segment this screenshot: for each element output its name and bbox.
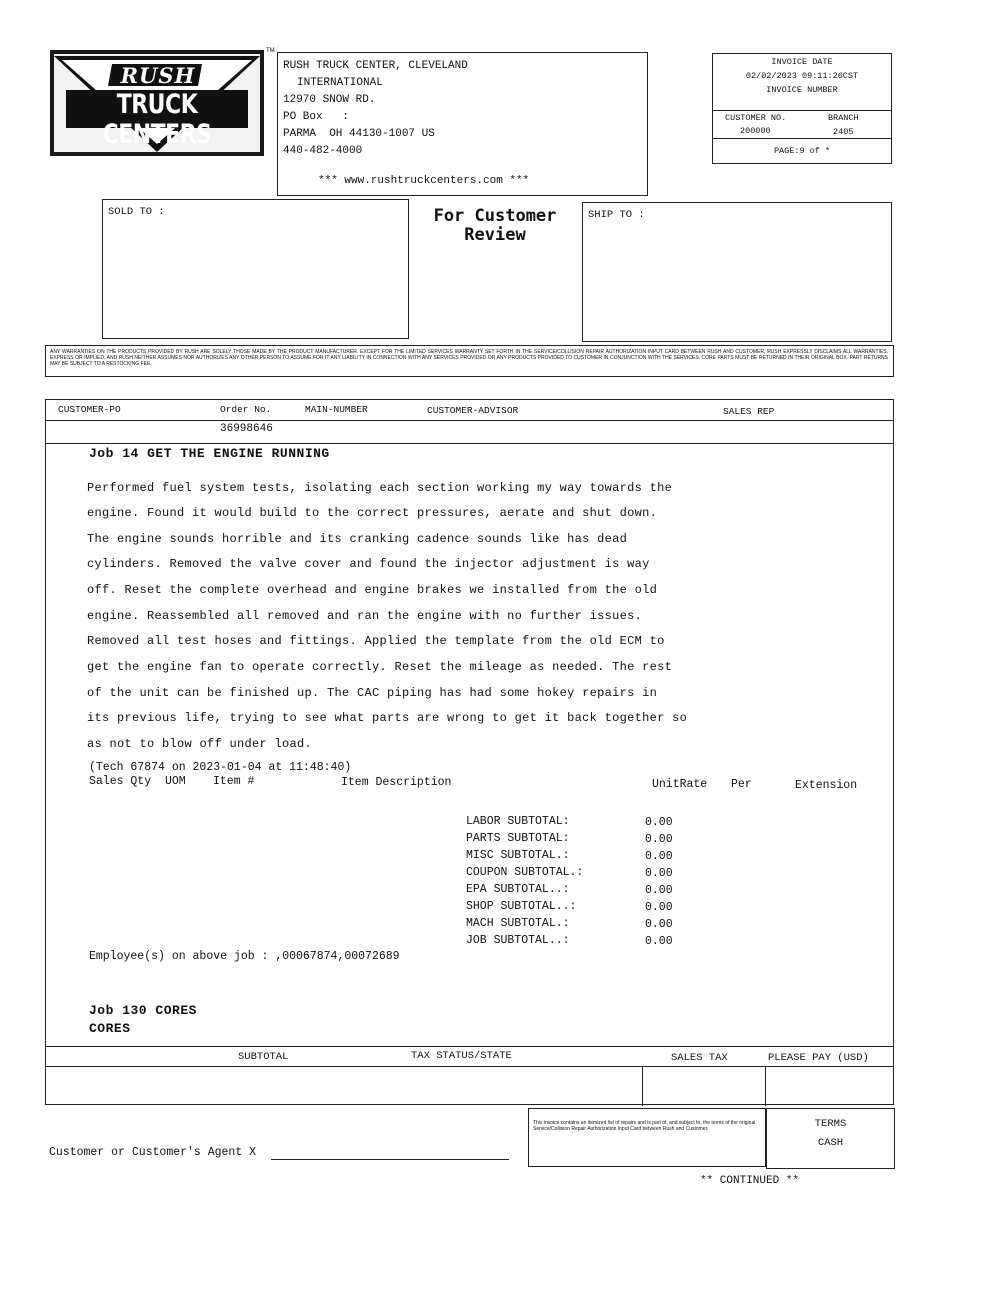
job14-title: Job 14 GET THE ENGINE RUNNING [89,446,330,461]
dealer-phone: 440-482-4000 [283,145,363,157]
review-banner-line2: Review [464,225,526,245]
sales-tax-label: SALES TAX [671,1052,728,1064]
sales-rep-header: SALES REP [723,406,775,417]
logo-trademark: TM [266,48,275,54]
logo-top-text: RUSH [120,63,196,88]
customer-po-header: CUSTOMER-PO [58,404,121,415]
fine-print-text: This invoice contains an itemized list of repairs and is part of, and subject to, the terms of the original Service/Collision Repair Authorization Input Card between Rush and Customer. [533,1120,756,1132]
continued-label: ** CONTINUED ** [700,1175,800,1187]
customer-no-value: 200000 [740,126,771,136]
per-header: Per [731,778,752,791]
order-no-value: 36998646 [220,423,273,435]
terms-value: CASH [817,1137,844,1149]
review-banner [412,207,578,245]
fine-print-box [528,1108,766,1167]
dealer-name: RUSH TRUCK CENTER, CLEVELAND [283,60,468,72]
job14-line: engine. Reassembled all removed and ran the engine with no further issues. [87,609,643,623]
job14-line: off. Reset the complete overhead and engine brakes we installed from the old [87,583,658,597]
job-subtotal-value: 0.00 [645,935,673,948]
dealer-street: 12970 SNOW RD. [283,94,376,106]
labor-subtotal-value: 0.00 [645,816,673,829]
footer-top-line [45,1046,894,1047]
job14-line: cylinders. Removed the valve cover and found the injector adjustment is way [87,557,650,571]
job14-line: of the unit can be finished up. The CAC piping has had some hokey repairs in [87,686,658,700]
invoice-divider-1 [712,110,892,111]
branch-value: 2405 [833,127,854,137]
job14-line: Removed all test hoses and fittings. Applied the template from the old ECM to [87,634,665,648]
review-banner-line1: For Customer [433,206,557,226]
dealer-name2: INTERNATIONAL [297,77,383,89]
tech-line: (Tech 67874 on 2023-01-04 at 11:48:40) [89,761,352,774]
branch-label: BRANCH [828,113,859,123]
ship-to-box [582,202,892,342]
dealer-website: *** www.rushtruckcenters.com *** [318,175,530,187]
item-description-header: Item Description [341,776,452,789]
misc-subtotal-value: 0.00 [645,850,673,863]
unit-rate-header: UnitRate [652,778,708,791]
dealer-city: PARMA OH 44130-1007 US [283,128,435,140]
customer-advisor-header: CUSTOMER-ADVISOR [427,405,519,416]
subtotal-label: SUBTOTAL [238,1051,289,1063]
tax-status-label: TAX STATUS/STATE [411,1050,512,1062]
parts-subtotal-value: 0.00 [645,833,673,846]
customer-no-label: CUSTOMER NO. [725,113,787,123]
job14-line: The engine sounds horrible and its cranking cadence sounds like has dead [87,532,628,546]
job130-subtitle: CORES [89,1021,131,1036]
item-number-header: Item # [213,775,255,788]
sold-to-label: SOLD TO : [108,206,165,218]
job-subtotal-label: JOB SUBTOTAL..: [466,934,570,947]
epa-subtotal-label: EPA SUBTOTAL..: [466,883,570,896]
mach-subtotal-label: MACH SUBTOTAL.: [466,917,570,930]
shop-subtotal-value: 0.00 [645,901,673,914]
invoice-divider-2 [712,138,892,139]
signature-label: Customer or Customer's Agent X [49,1146,257,1159]
job14-line: Performed fuel system tests, isolating each section working my way towards the [87,481,673,495]
invoice-date-value: 02/02/2023 09:11:26CST [745,71,859,81]
sold-to-box [102,199,409,339]
column-header-divider [45,420,894,421]
page-indicator: PAGE:9 of * [773,146,831,156]
warranty-text: ANY WARRANTIES ON THE PRODUCTS PROVIDED BY RUSH ARE SOLELY THOSE MADE BY THE PRODUCT MANUFACTURER. EXCEPT FOR THE LIMITED SERVICES WARRANTY SET FORTH IN THE SERVICE/COLLISION REPAIR AUTHORIZATION INPUT CARD BETWEEN RUSH AND CUSTOMER, RUSH EXPRESSLY DISCLAIMS ALL WARRANTIES, EXPRESS OR IMPLIED, AND RUSH NEITHER ASSUMES NOR AUTHORIZES ANY OTHER PERSON TO ASSUME FOR IT ANY LIABILITY IN CONNECTION WITH ANY SERVICES PROVIDED OR ANY PRODUCTS PROVIDED TO CUSTOMER IN CONJUNCTION WITH THE SERVICES. CORE PARTS MUST BE RETURNED IN THEIR ORIGINAL BOX. PART RETURNS MAY BE SUBJECT TO A RESTOCKING FEE. [50,349,888,367]
please-pay-label: PLEASE PAY (USD) [768,1052,869,1064]
employees-line: Employee(s) on above job : ,00067874,00072689 [89,950,400,963]
shop-subtotal-label: SHOP SUBTOTAL..: [466,900,577,913]
signature-line[interactable] [271,1159,509,1160]
epa-subtotal-value: 0.00 [645,884,673,897]
extension-header: Extension [795,779,858,792]
job14-line: get the engine fan to operate correctly. Reset the mileage as needed. The rest [87,660,673,674]
invoice-date-label: INVOICE DATE [771,57,833,67]
footer-divider-1 [642,1066,643,1106]
terms-label: TERMS [814,1118,847,1130]
job14-line: as not to blow off under load. [87,737,313,751]
rush-logo [50,50,264,156]
labor-subtotal-label: LABOR SUBTOTAL: [466,815,570,828]
footer-header-line [45,1066,894,1067]
logo-bottom-text: TRUCK CENTERS [102,90,212,150]
sales-qty-header: Sales Qty [89,775,152,788]
footer-divider-2 [765,1066,766,1106]
job130-title: Job 130 CORES [89,1003,197,1018]
ship-to-label: SHIP TO : [588,209,645,221]
parts-subtotal-label: PARTS SUBTOTAL: [466,832,570,845]
job14-line: its previous life, trying to see what parts are wrong to get it back together so [87,711,688,725]
main-invoice-frame [45,399,894,1105]
coupon-subtotal-value: 0.00 [645,867,673,880]
misc-subtotal-label: MISC SUBTOTAL.: [466,849,570,862]
dealer-pobox: PO Box : [283,111,350,123]
mach-subtotal-value: 0.00 [645,918,673,931]
order-no-header: Order No. [220,404,272,415]
order-row-divider [45,443,894,444]
uom-header: UOM [165,775,186,788]
coupon-subtotal-label: COUPON SUBTOTAL.: [466,866,584,879]
main-number-header: MAIN-NUMBER [305,404,368,415]
dealer-address [283,58,468,160]
job14-line: engine. Found it would build to the correct pressures, aerate and shut down. [87,506,658,520]
invoice-number-label: INVOICE NUMBER [766,85,838,95]
